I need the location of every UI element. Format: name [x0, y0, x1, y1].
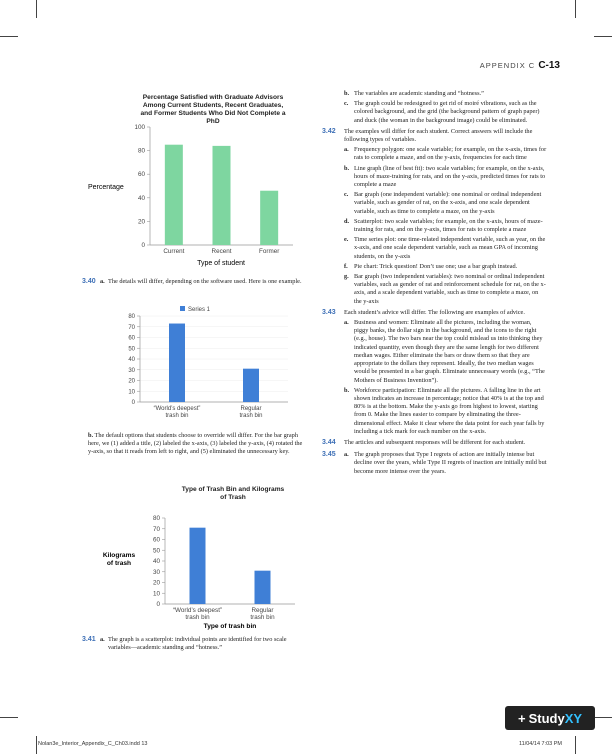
- answer-number: 3.43: [322, 308, 336, 316]
- crop-mark: [575, 0, 576, 18]
- chart-2: [88, 304, 306, 424]
- item-label: a.: [100, 278, 105, 285]
- answer-text: Frequency polygon: one scale variable; for example, on the x-axis, times for rats to complete a maze, and on the y-axis, frequencies for each time: [354, 146, 547, 162]
- item-label: f.: [344, 262, 348, 270]
- item-label: b.: [344, 386, 350, 394]
- answer-intro: The examples will differ for each student. Correct answers will include the following types of variables.: [344, 127, 533, 144]
- answer-3-41-c: [344, 100, 547, 125]
- studyxy-logo: [505, 706, 595, 730]
- item-label: c.: [344, 100, 349, 108]
- chart-2-plot: [88, 304, 306, 424]
- legend-label: Series 1: [188, 307, 211, 313]
- item-label: b.: [344, 90, 350, 97]
- answer-3-41-b: [344, 90, 547, 98]
- y-tick-label: 10: [128, 389, 135, 396]
- brand-study: Study: [528, 710, 565, 726]
- item-label: c.: [344, 191, 349, 199]
- y-tick-label: 50: [152, 547, 160, 555]
- answer-text: The variables are academic standing and “hotness.”: [354, 90, 484, 97]
- plus-icon: +: [517, 710, 526, 726]
- answer-3-43: [322, 309, 547, 436]
- answer-3-40-b: [88, 432, 306, 459]
- chart-3-xlabel: Type of trash bin: [203, 623, 257, 630]
- chart-1-xlabel: Type of student: [197, 260, 245, 267]
- chart-1-plot: [88, 90, 306, 272]
- y-tick-label: 30: [128, 367, 135, 374]
- crop-mark: [36, 0, 37, 18]
- answer-text: Scatterplot: two scale variables; for example, on the x-axis, hours of maze-training for rats, and on the y-axis, times for rats to complete a maze: [354, 217, 543, 234]
- x-tick-label: Regular: [251, 607, 274, 614]
- item-label: a.: [344, 146, 349, 154]
- x-tick-label: trash bin: [250, 614, 275, 621]
- bar: [165, 145, 183, 245]
- item-label: a.: [344, 451, 349, 459]
- footer-date: 11/04/14 7:03 PM: [519, 741, 563, 747]
- answer-text: Bar graph (two independent variables): two nominal or ordinal independent variables, such as gender of rat and reinforcement schedule for rat, on the x-axis, and a scale dependent variable, such as time to complete a maze, on the y-axis: [354, 273, 546, 305]
- answer-text: Bar graph (one independent variable): one nominal or ordinal independent variable, such as gender of rat, on the x-axis, and one scale dependent variable, such as time to complete a maze, on the y-axis: [354, 191, 542, 215]
- bar: [169, 324, 185, 402]
- x-tick-label: Regular: [240, 406, 262, 412]
- bar: [255, 571, 271, 604]
- right-column: [322, 90, 547, 478]
- chart-3-plot: [88, 486, 306, 636]
- answer-text: Business and women: Eliminate all the pictures, including the woman, piggy banks, the dollar sign in the background, and the icons to the right (e.g., house). The two bars near the top could mislead us into thinking they indicated quantity, even though they are the same length for two different median wages. Either eliminate the bars or draw them so that they are appropriate to the dollars they represent. Ideally, the two median wages would be presented in a bar graph. Eliminate unnecessary words (e.g., “The Mothers of Business Invention”).: [354, 319, 545, 384]
- x-tick-label: trash bin: [185, 614, 210, 621]
- y-tick-label: 80: [137, 147, 145, 155]
- answer-item: [344, 387, 547, 436]
- y-tick-label: 80: [152, 515, 160, 522]
- crop-mark: [594, 36, 612, 37]
- item-label: e.: [344, 236, 349, 244]
- y-tick-label: 20: [137, 218, 145, 226]
- answer-text: Workforce participation: Eliminate all the pictures. A falling line in the art shown indicates an increase in percentage; notice that 40% is at the top and 80% is at the bottom. Make the y-axis go from highest to lowest, starting from 0. Make the lines easier to compare by eliminating the three-dimensional effect. Make it clear where the data point for each year falls by including a tick mark for each number on the x-axis.: [354, 386, 545, 435]
- y-tick-label: 10: [152, 590, 160, 598]
- y-tick-label: 40: [137, 194, 145, 202]
- y-tick-label: 40: [128, 357, 135, 363]
- item-label: b.: [88, 432, 94, 439]
- x-tick-label: trash bin: [165, 413, 189, 419]
- y-tick-label: 100: [134, 124, 145, 131]
- answer-3-40-a: [82, 278, 306, 288]
- y-tick-label: 0: [156, 601, 160, 608]
- answer-text: Line graph (line of best fit): two scale variables; for example, on the x-axis, hours of maze-training for rats, and on the y-axis, predicted times for rats to complete a maze: [354, 164, 546, 189]
- answer-item: [344, 451, 547, 476]
- answer-number: 3.41: [82, 636, 96, 643]
- y-tick-label: 50: [128, 346, 135, 353]
- crop-mark: [36, 736, 37, 754]
- crop-mark: [0, 36, 18, 37]
- answer-item: [344, 146, 547, 162]
- y-tick-label: 0: [141, 242, 145, 249]
- y-tick-label: 40: [152, 558, 160, 565]
- y-tick-label: 20: [128, 378, 135, 385]
- bar: [190, 528, 206, 604]
- running-header: [480, 60, 560, 71]
- y-tick-label: 0: [131, 400, 135, 406]
- item-label: a.: [344, 319, 349, 327]
- crop-mark: [575, 736, 576, 754]
- answer-3-42: [322, 128, 547, 306]
- chart-3-ylabel-2: of trash: [106, 560, 132, 567]
- page-number: C-13: [538, 60, 560, 71]
- x-tick-label: Former: [259, 248, 280, 255]
- y-tick-label: 60: [152, 536, 160, 544]
- answer-item: [344, 218, 547, 234]
- answer-3-41-a: [82, 636, 306, 654]
- answer-text: The articles and subsequent responses will be different for each student.: [344, 438, 526, 446]
- answer-number: 3.44: [322, 438, 336, 446]
- crop-mark: [594, 717, 612, 718]
- x-tick-label: “World’s deepest”: [172, 607, 223, 614]
- item-label: a.: [100, 636, 105, 643]
- answer-text: Pie chart: Trick question! Don’t use one; use a bar graph instead.: [354, 262, 518, 270]
- answer-items: [344, 319, 547, 436]
- y-tick-label: 60: [128, 335, 135, 342]
- y-tick-label: 30: [152, 568, 160, 576]
- y-tick-label: 70: [128, 324, 135, 331]
- answer-text: Time series plot: one time-related independent variable, such as year, on the x-axis, and one scale dependent variable, such as mean GPA of incoming students, on the y-axis: [354, 236, 546, 260]
- y-tick-label: 60: [137, 171, 145, 179]
- answer-3-45: [322, 451, 547, 476]
- legend-swatch: [180, 306, 185, 311]
- answer-item: [344, 319, 547, 385]
- y-tick-label: 20: [152, 579, 160, 587]
- y-tick-label: 80: [128, 314, 135, 320]
- answer-item: [344, 191, 547, 216]
- answer-items: [344, 146, 547, 306]
- bar: [213, 146, 231, 245]
- answer-text: The details will differ, depending on the software used. Here is one example.: [108, 278, 302, 285]
- chart-1: [88, 90, 306, 272]
- answer-item: [344, 273, 547, 306]
- answer-text: The default options that students choose to override will differ. For the bar graph here, we (1) added a title, (2) labeled the x-axis, (3) labeled the y-axis, (4) rotated the y-axis, so that it reads from left to right, and (5) eliminated the unnecessary key.: [88, 432, 303, 456]
- chart-3: [88, 486, 306, 636]
- answer-item: [344, 165, 547, 190]
- bar: [243, 369, 259, 402]
- answer-number: 3.40: [82, 278, 96, 285]
- brand-xy: XY: [564, 710, 583, 726]
- x-tick-label: Current: [163, 248, 185, 255]
- chart-3-ylabel-1: Kilograms: [102, 552, 136, 559]
- footer-file: Nolan3e_Interior_Appendix_C_Ch03.indd 13: [38, 741, 148, 747]
- x-tick-label: “World’s deepest”: [153, 406, 201, 412]
- answer-item: [344, 263, 547, 271]
- answer-intro: Each student’s advice will differ. The following are examples of advice.: [344, 308, 525, 316]
- bar: [260, 191, 278, 245]
- crop-mark: [0, 717, 18, 718]
- x-tick-label: Recent: [211, 248, 232, 255]
- chart-1-title: Percentage Satisfied with Graduate Advisors Among Current Students, Recent Graduates, and Former Students Who Did Not Complete a PhD: [140, 94, 286, 125]
- item-label: d.: [344, 217, 350, 225]
- answer-text: The graph is a scatterplot: individual points are identified for two scale variables—academic standing and “hotness.”: [108, 636, 287, 652]
- answer-text: The graph proposes that Type I regrets of action are initially intense but decline over the years, while Type II regrets of inaction are initially mild but become more intense over the years.: [354, 451, 547, 475]
- answer-number: 3.45: [322, 451, 336, 459]
- y-tick-label: 70: [152, 525, 160, 533]
- answer-number: 3.42: [322, 127, 336, 135]
- answer-3-44: [322, 439, 547, 447]
- chart-3-title: Type of Trash Bin and Kilograms of Trash: [181, 486, 285, 501]
- appendix-label: APPENDIX C: [479, 61, 536, 70]
- answer-text: The graph could be redesigned to get rid of moiré vibrations, such as the colored background, and the grid (the background pattern of graph paper) and duck (the woman in the background image) could be eliminated.: [354, 100, 540, 124]
- item-label: b.: [344, 164, 350, 172]
- answer-item: [344, 236, 547, 261]
- chart-1-ylabel: Percentage: [88, 184, 124, 191]
- x-tick-label: trash bin: [239, 413, 263, 419]
- item-label: g.: [344, 273, 349, 281]
